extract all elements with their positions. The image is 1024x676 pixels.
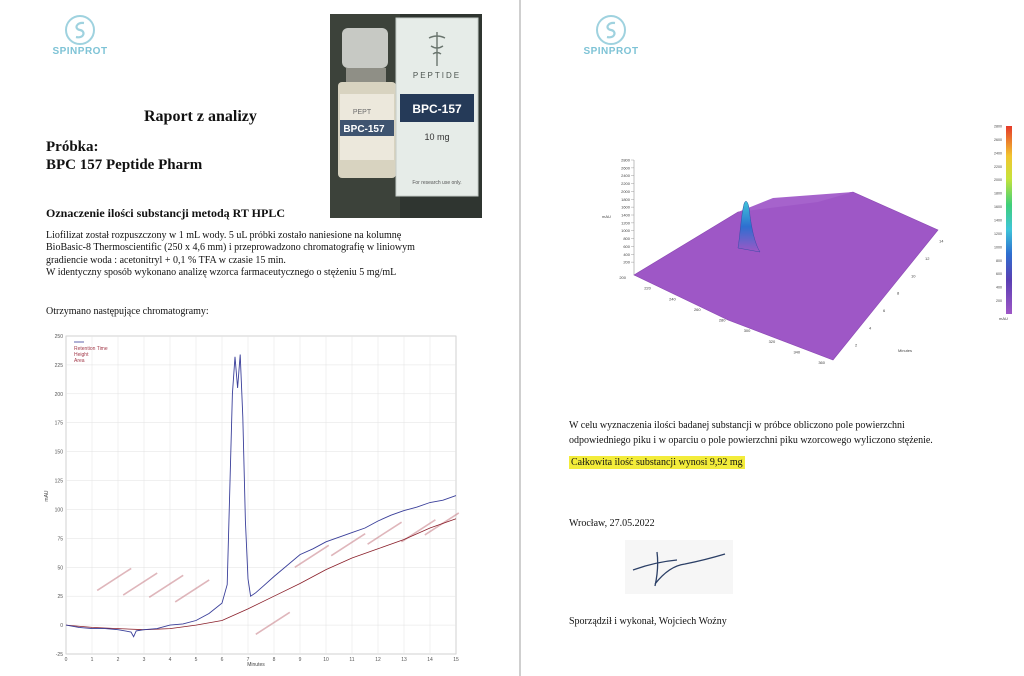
description-line: W identyczny sposób wykonano analizę wzorca farmaceutycznego o stężeniu 5 mg/mL bbox=[46, 266, 397, 278]
z-tick-label: 1600 bbox=[621, 204, 630, 210]
x-tick-label: 10 bbox=[323, 657, 329, 663]
colorbar-tick-label: 400 bbox=[996, 285, 1002, 290]
colorbar-tick-label: 2400 bbox=[994, 151, 1002, 156]
x-tick-label: 1 bbox=[90, 657, 94, 663]
z-tick-label: 1200 bbox=[621, 220, 630, 226]
signed-by: Sporządził i wykonał, Wojciech Woźny bbox=[569, 616, 727, 627]
z-tick-label: 600 bbox=[623, 243, 630, 249]
y-tick-label: -25 bbox=[55, 652, 63, 658]
y-tick-label: 75 bbox=[57, 536, 63, 543]
z-tick-label: 200 bbox=[623, 259, 630, 265]
x-tick-label: 14 bbox=[427, 657, 433, 663]
z-tick-label: 2400 bbox=[621, 173, 630, 179]
z-tick-label: 1800 bbox=[621, 196, 630, 202]
z-tick-label: 2800 bbox=[621, 157, 630, 163]
z-tick-label: 2200 bbox=[621, 181, 630, 187]
conclusion-paragraph bbox=[569, 418, 989, 448]
colorbar-tick-label: 1800 bbox=[994, 191, 1002, 196]
sample-name: BPC 157 Peptide Pharm bbox=[46, 157, 203, 173]
x-tick-label: 15 bbox=[453, 657, 459, 663]
surface-plane bbox=[634, 192, 938, 360]
minutes-tick-label: 12 bbox=[925, 256, 930, 261]
nm-tick-label: 300 bbox=[743, 328, 751, 334]
legend-item: Height bbox=[74, 352, 89, 358]
x-tick-label: 6 bbox=[220, 657, 224, 663]
nm-tick-label: 340 bbox=[793, 349, 801, 355]
result-highlight: Całkowita ilość substancji wynosi 9,92 mg bbox=[571, 457, 743, 468]
logo-text: SPINPROT bbox=[583, 46, 639, 57]
logo-text: SPINPROT bbox=[52, 46, 108, 57]
y-axis-label: mAU bbox=[44, 490, 50, 502]
right-page bbox=[521, 0, 1024, 676]
y-tick-label: 50 bbox=[57, 565, 63, 572]
y-tick-label: 25 bbox=[57, 594, 63, 601]
minutes-tick-label: 14 bbox=[939, 238, 944, 244]
place-date: Wrocław, 27.05.2022 bbox=[569, 518, 655, 529]
x-tick-label: 11 bbox=[349, 657, 355, 663]
y-tick-label: 150 bbox=[54, 449, 63, 456]
y-tick-label: 175 bbox=[54, 420, 63, 427]
legend-item: Retention Time bbox=[74, 346, 108, 352]
x-tick-label: 9 bbox=[298, 657, 302, 663]
colorbar-tick-label: 2000 bbox=[994, 178, 1002, 183]
z-tick-label: 800 bbox=[623, 236, 630, 242]
colorbar-tick-label: 2200 bbox=[994, 164, 1002, 169]
box-brand: PEPTIDE bbox=[412, 71, 462, 80]
y-tick-label: 100 bbox=[54, 507, 63, 514]
z-axis-label: mAU bbox=[602, 214, 611, 219]
x-tick-label: 4 bbox=[168, 657, 172, 663]
method-description bbox=[46, 230, 466, 279]
nm-tick-label: 220 bbox=[644, 285, 651, 291]
x-axis-label: Minutes bbox=[247, 662, 265, 668]
chromatogram-chart bbox=[40, 328, 466, 670]
nm-tick-label: 240 bbox=[669, 296, 676, 302]
x-tick-label: 12 bbox=[375, 657, 381, 663]
x-tick-label: 0 bbox=[64, 657, 68, 663]
x-tick-label: 7 bbox=[246, 657, 250, 663]
minutes-tick-label: 8 bbox=[897, 290, 900, 296]
nm-tick-label: 360 bbox=[818, 360, 825, 365]
nm-tick-label: 280 bbox=[718, 317, 726, 323]
z-tick-label: 2600 bbox=[621, 165, 630, 171]
chromatogram-svg bbox=[40, 328, 466, 670]
description-line: gradiencie woda : acetonitryl + 0,1 % TFA w czasie 15 min. bbox=[46, 254, 286, 266]
y-tick-label: 0 bbox=[60, 623, 63, 630]
3d-chromatogram-plot bbox=[568, 120, 1024, 380]
colorbar-tick-label: 2800 bbox=[994, 124, 1002, 129]
colorbar-tick-label: 1400 bbox=[994, 218, 1002, 223]
nm-tick-label: 260 bbox=[693, 306, 701, 312]
y-tick-label: 125 bbox=[54, 478, 63, 485]
box-dose: 10 mg bbox=[424, 132, 450, 142]
report-title: Raport z analizy bbox=[144, 108, 257, 125]
description-line: Liofilizat został rozpuszczony w 1 mL wody. 5 uL próbki zostało naniesione na kolumnę bbox=[46, 230, 402, 241]
y-tick-label: 250 bbox=[54, 334, 63, 340]
minutes-tick-label: 10 bbox=[911, 273, 916, 279]
3d-plot-svg bbox=[568, 120, 1024, 380]
product-photo bbox=[330, 14, 482, 218]
paragraph-line: odpowiedniego piku i w oparciu o pole powierzchni piku wzorcowego wyliczono stężenie. bbox=[569, 435, 933, 446]
colorbar bbox=[1006, 126, 1012, 314]
colorbar-tick-label: 2600 bbox=[994, 137, 1002, 142]
nm-tick-label: 320 bbox=[768, 338, 776, 344]
minutes-tick-label: 2 bbox=[855, 342, 858, 348]
y-tick-label: 225 bbox=[54, 362, 63, 369]
minutes-tick-label: 4 bbox=[869, 325, 872, 331]
sample-label: Próbka: bbox=[46, 139, 99, 155]
paragraph-line: W celu wyznaczenia ilości badanej substancji w próbce obliczono pole powierzchni bbox=[569, 420, 905, 431]
box-note: For research use only. bbox=[412, 180, 462, 186]
z-tick-label: 2000 bbox=[621, 188, 630, 194]
legend-item: Area bbox=[74, 358, 85, 364]
colorbar-tick-label: 600 bbox=[996, 272, 1002, 277]
sample-block bbox=[46, 138, 202, 174]
nm-tick-label: 200 bbox=[619, 275, 626, 280]
chromatogram-caption: Otrzymano następujące chromatogramy: bbox=[46, 306, 209, 317]
x-tick-label: 2 bbox=[116, 657, 120, 663]
z-tick-label: 1400 bbox=[621, 212, 630, 218]
z-tick-label: 1000 bbox=[621, 228, 630, 234]
vial-product: BPC-157 bbox=[343, 124, 385, 135]
colorbar-tick-label: 1200 bbox=[994, 231, 1002, 236]
method-heading: Oznaczenie ilości substancji metodą RT HPLC bbox=[46, 206, 286, 220]
x-tick-label: 5 bbox=[194, 657, 198, 663]
logo-icon bbox=[593, 14, 629, 48]
logo-icon bbox=[62, 14, 98, 48]
spinprot-logo bbox=[571, 14, 651, 64]
y-tick-label: 200 bbox=[54, 391, 63, 398]
colorbar-tick-label: 200 bbox=[996, 299, 1002, 304]
colorbar-tick-label: 800 bbox=[996, 258, 1002, 263]
minutes-axis-label: Minutes bbox=[898, 348, 913, 353]
colorbar-unit: mAU bbox=[999, 316, 1008, 321]
spinprot-logo bbox=[40, 14, 120, 64]
x-tick-label: 3 bbox=[142, 657, 146, 663]
description-line: BioBasic-8 Thermoscientific (250 x 4,6 mm) i przeprowadzono chromatografię w liniowym bbox=[46, 242, 415, 254]
vial-brand: PEPT bbox=[352, 109, 372, 116]
x-tick-label: 13 bbox=[401, 657, 407, 663]
box-product: BPC-157 bbox=[412, 102, 462, 116]
minutes-tick-label: 6 bbox=[883, 308, 886, 313]
z-tick-label: 400 bbox=[623, 251, 630, 257]
x-tick-label: 8 bbox=[272, 657, 276, 663]
colorbar-tick-label: 1000 bbox=[994, 245, 1002, 250]
colorbar-tick-label: 1600 bbox=[994, 205, 1002, 210]
handwritten-signature bbox=[625, 540, 733, 594]
